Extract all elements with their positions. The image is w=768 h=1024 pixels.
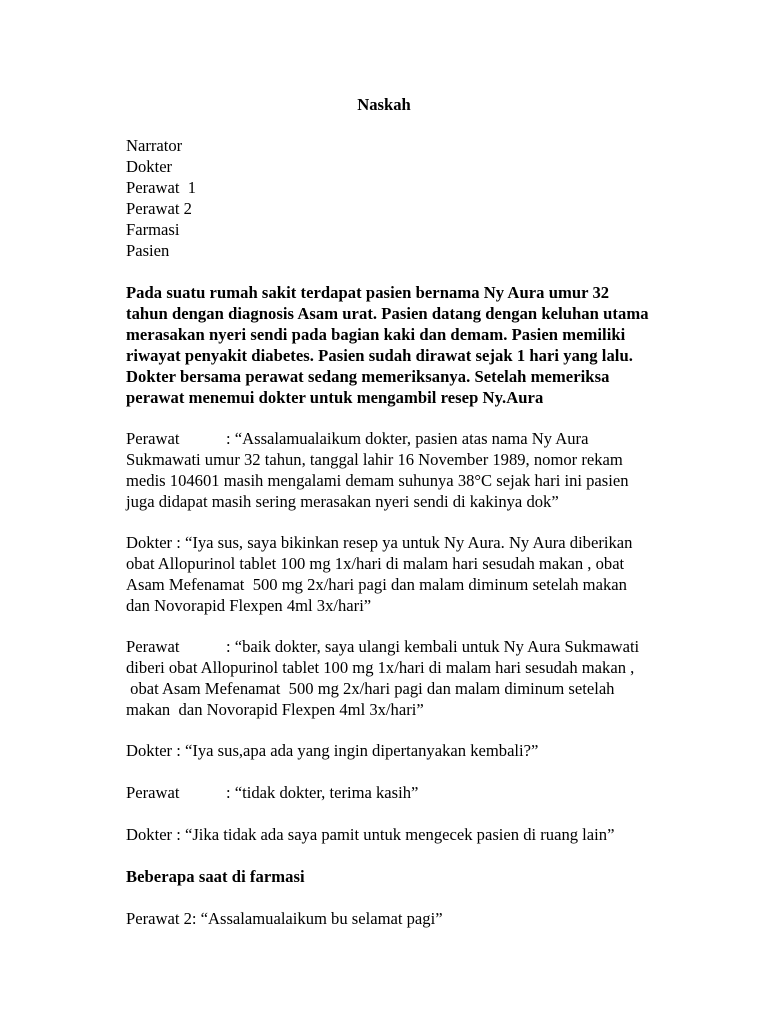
dialog-perawat-2	[126, 636, 686, 720]
dialog-line: Dokter : “Iya sus, saya bikinkan resep ya untuk Ny Aura. Ny Aura diberikan	[126, 533, 633, 552]
dialog-dokter-3	[126, 824, 686, 845]
intro-line: tahun dengan diagnosis Asam urat. Pasien datang dengan keluhan utama	[126, 304, 649, 323]
dialog-line: obat Asam Mefenamat 500 mg 2x/hari pagi dan malam diminum setelah	[126, 679, 615, 698]
dialog-line: Sukmawati umur 32 tahun, tanggal lahir 16 November 1989, nomor rekam	[126, 450, 623, 469]
dialog-line: Asam Mefenamat 500 mg 2x/hari pagi dan malam diminum setelah makan	[126, 575, 627, 594]
dialog-line: medis 104601 masih mengalami demam suhunya 38°C sejak hari ini pasien	[126, 471, 629, 490]
dialog-line: dan Novorapid Flexpen 4ml 3x/hari”	[126, 596, 372, 615]
dialog-line: : “Assalamualaikum dokter, pasien atas nama Ny Aura	[226, 429, 589, 448]
role-list	[126, 135, 196, 261]
speaker-label: Perawat	[126, 783, 180, 802]
dialog-line: : “tidak dokter, terima kasih”	[226, 783, 419, 802]
speaker-label: Perawat	[126, 637, 180, 656]
role-item: Dokter	[126, 157, 173, 176]
dialog-dokter-1	[126, 532, 686, 616]
dialog-perawat-1	[126, 428, 686, 512]
page-title: Naskah	[357, 95, 411, 114]
intro-paragraph	[126, 282, 686, 408]
scene-heading-text: Beberapa saat di farmasi	[126, 867, 305, 886]
role-item: Farmasi	[126, 220, 180, 239]
intro-line: perawat menemui dokter untuk mengambil resep Ny.Aura	[126, 388, 544, 407]
speaker-label: Perawat	[126, 429, 180, 448]
intro-line: Pada suatu rumah sakit terdapat pasien bernama Ny Aura umur 32	[126, 283, 610, 302]
dialog-line: Dokter : “Jika tidak ada saya pamit untuk mengecek pasien di ruang lain”	[126, 825, 615, 844]
role-item: Narrator	[126, 136, 183, 155]
dialog-dokter-2	[126, 740, 686, 761]
intro-line: riwayat penyakit diabetes. Pasien sudah dirawat sejak 1 hari yang lalu.	[126, 346, 633, 365]
role-item: Perawat 1	[126, 178, 197, 197]
role-item: Pasien	[126, 241, 170, 260]
dialog-line: makan dan Novorapid Flexpen 4ml 3x/hari”	[126, 700, 424, 719]
dialog-perawat-4	[126, 908, 686, 929]
dialog-line: diberi obat Allopurinol tablet 100 mg 1x/hari di malam hari sesudah makan ,	[126, 658, 635, 677]
dialog-line: juga didapat masih sering merasakan nyeri sendi di kakinya dok”	[126, 492, 559, 511]
dialog-line: Dokter : “Iya sus,apa ada yang ingin dipertanyakan kembali?”	[126, 741, 539, 760]
intro-line: merasakan nyeri sendi pada bagian kaki dan demam. Pasien memiliki	[126, 325, 626, 344]
intro-line: Dokter bersama perawat sedang memeriksanya. Setelah memeriksa	[126, 367, 610, 386]
scene-heading	[126, 866, 686, 887]
dialog-perawat-3	[126, 782, 686, 803]
dialog-line: obat Allopurinol tablet 100 mg 1x/hari di malam hari sesudah makan , obat	[126, 554, 625, 573]
dialog-line: : “baik dokter, saya ulangi kembali untuk Ny Aura Sukmawati	[226, 637, 640, 656]
dialog-line: Perawat 2: “Assalamualaikum bu selamat pagi”	[126, 909, 443, 928]
role-item: Perawat 2	[126, 199, 192, 218]
